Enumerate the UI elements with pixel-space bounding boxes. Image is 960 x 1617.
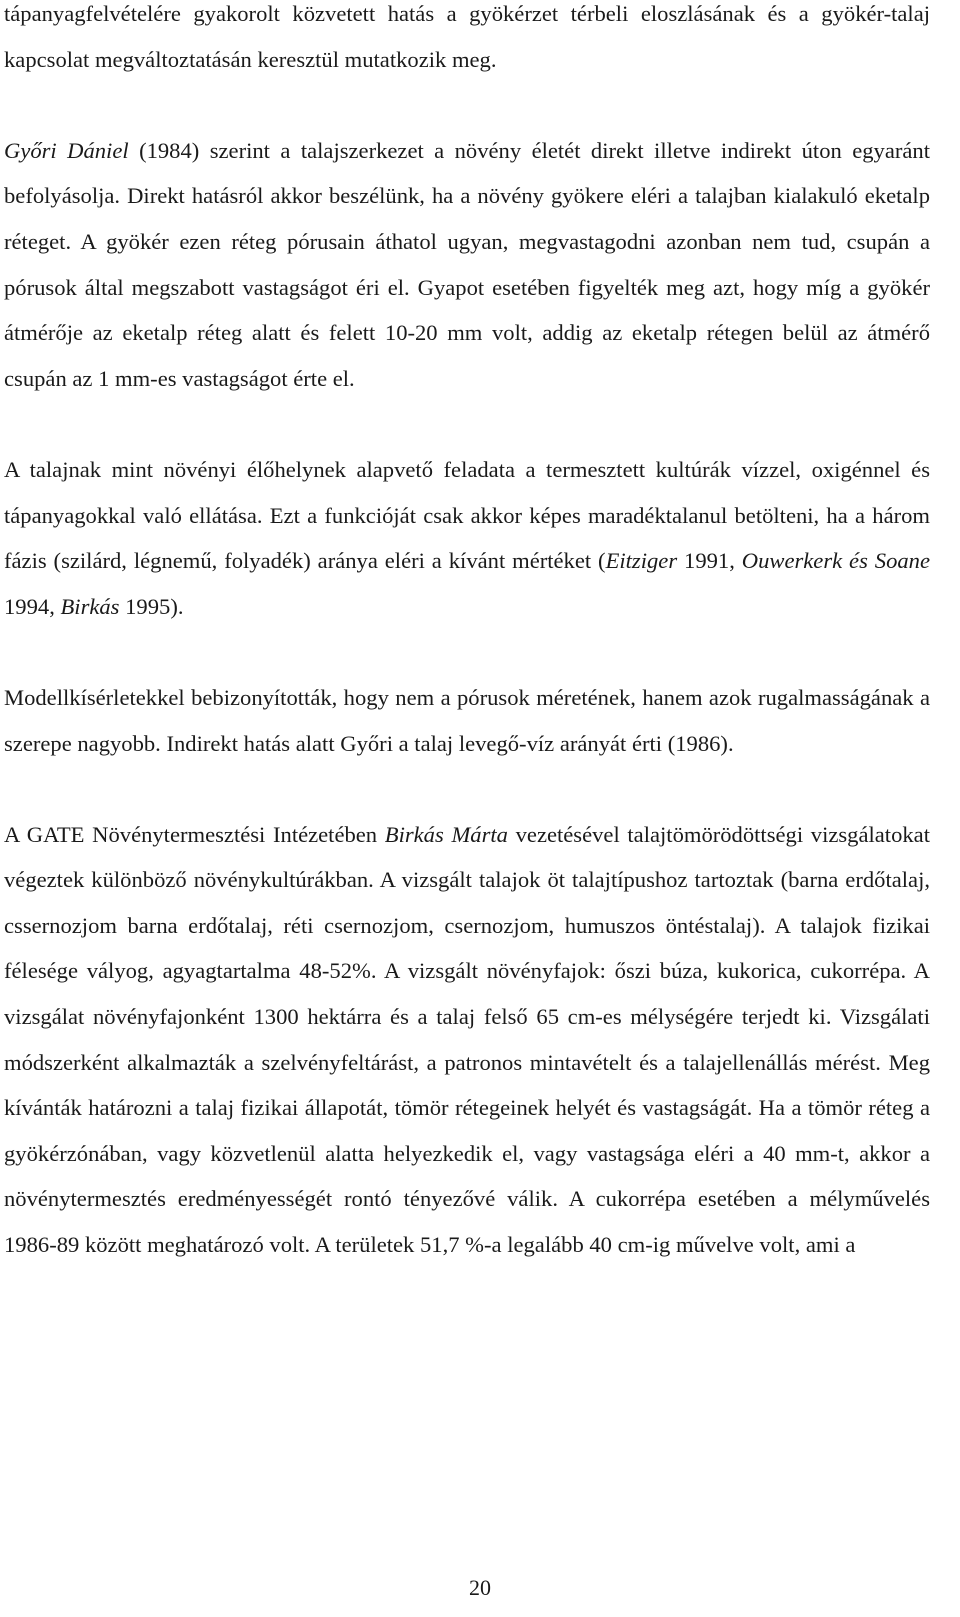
text-run: A talajnak mint növényi élőhelynek alapvető feladata a termesztett kultúrák vízzel, oxigénnel és tápanyagokkal való ellátása. Ezt a funkcióját csak akkor képes maradéktalanul betölteni, ha a három fázis (szilárd, légnemű, folyadék) aránya eléri a kívánt mértéket ( — [4, 456, 930, 574]
text-run: 1991, — [677, 548, 742, 574]
paragraph-1 — [4, 0, 930, 82]
paragraph-5 — [4, 812, 930, 1268]
paragraph-2 — [4, 128, 930, 402]
text-run: A GATE Növénytermesztési Intézetében — [4, 821, 385, 847]
author-citation: Eitziger — [605, 548, 678, 574]
author-citation: Birkás — [60, 593, 120, 619]
text-run: (1984) szerint a talajszerkezet a növény életét direkt illetve indirekt úton egyaránt befolyásolja. Direkt hatásról akkor beszélünk, ha a növény gyökere eléri a talajban kialakuló eketalp réteget. A gyökér ezen réteg pórusain áthatol ugyan, megvastagodni azonban nem tud, csupán a pórusok által megszabott vastagságot éri el. Gyapot esetében figyelték meg azt, hogy míg a gyökér átmérője az eketalp réteg alatt és felett 10-20 mm volt, addig az eketalp rétegen belül az átmérő csupán az 1 mm-es vastagságot érte el. — [4, 137, 930, 391]
text-run: Modellkísérletekkel bebizonyították, hogy nem a pórusok méretének, hanem azok rugalmasságának a szerepe nagyobb. Indirekt hatás alatt Győri a talaj levegő-víz arányát érti (1986). — [4, 684, 930, 756]
text-run: 1995). — [119, 593, 184, 619]
text-run: tápanyagfelvételére gyakorolt közvetett hatás a gyökérzet térbeli eloszlásának és a gyökér-talaj kapcsolat megváltoztatásán keresztül mutatkozik meg. — [4, 1, 930, 72]
paragraph-4 — [4, 675, 930, 766]
author-citation: Birkás Márta — [384, 821, 508, 847]
page-number: 20 — [469, 1575, 491, 1600]
paragraph-3 — [4, 447, 930, 629]
document-page — [4, 0, 930, 1268]
text-run: 1994, — [4, 593, 61, 619]
author-citation: Ouwerkerk és Soane — [741, 548, 930, 574]
text-run: vezetésével talajtömörödöttségi vizsgálatokat végeztek különböző növénykultúrákban. A vizsgált talajok öt talajtípushoz tartoztak (barna erdőtalaj, cssernozjom barna erdőtalaj, réti csernozjom, csernozjom, humuszos öntéstalaj). A talajok fizikai félesége vályog, agyagtartalma 48-52%. A vizsgált növényfajok: őszi búza, kukorica, cukorrépa. A vizsgálat növényfajonként 1300 hektárra és a talaj felső 65 cm-es mélységére terjedt ki. Vizsgálati módszerként alkalmazták a szelvényfeltárást, a patronos mintavételt és a talajellenállás mérést. Meg kívánták határozni a talaj fizikai állapotát, tömör rétegeinek helyét és vastagságát. Ha a tömör réteg a gyökérzónában, vagy közvetlenül alatta helyezkedik el, vagy vastagsága eléri a 40 mm-t, akkor a növénytermesztés eredményességét rontó tényezővé válik. A cukorrépa esetében a mélyművelés 1986-89 között meghatározó volt. A területek 51,7 %-a legalább 40 cm-ig művelve volt, ami a — [4, 821, 930, 1258]
author-citation: Győri Dániel — [4, 137, 129, 163]
